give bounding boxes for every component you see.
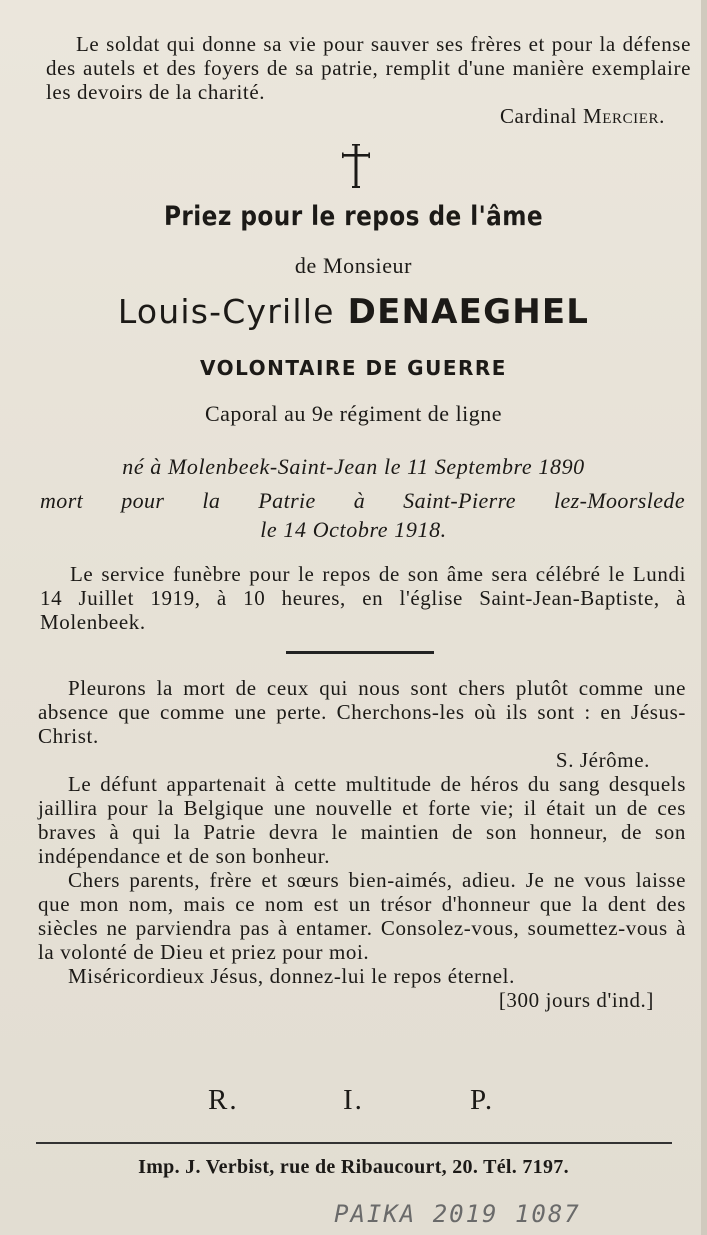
indulgence-note: [300 jours d'ind.] (498, 988, 654, 1012)
farewell-paragraph: Chers parents, frère et sœurs bien-aimés, adieu. Je ne vous laisse que mon nom, mais ce nom est un trésor d'honneur que la dent des siècles ne parviendra pas à entamer. Consolez-vous, soumettez-vous à la volonté de Dieu et priez pour moi. (38, 868, 686, 964)
death-line: mort pour la Patrie à Saint-Pierre lez-Moorslede (40, 488, 685, 513)
prayer-heading: Priez pour le repos de l'âme (163, 201, 544, 232)
rip-letter-r: R. (208, 1084, 239, 1116)
divider (286, 651, 434, 654)
prayer-of: de Monsieur (294, 253, 413, 278)
service-text: Le service funèbre pour le repos de son âme sera célébré le Lundi 14 Juillet 1919, à 10 heures, en l'église Saint-Jean-Baptiste, à Molenbeek. (40, 562, 686, 634)
footer-divider (36, 1142, 672, 1144)
deceased-last-name: DENAEGHEL (347, 292, 590, 332)
volunteer-title: VOLONTAIRE DE GUERRE (200, 356, 507, 380)
birth-line: né à Molenbeek-Saint-Jean le 11 Septembre 1890 (122, 454, 585, 479)
hero-paragraph: Le défunt appartenait à cette multitude de héros du sang desquels jaillira pour la Belgique une nouvelle et forte vie; il était un de ces braves à qui la Patrie devra le maintien de son honneur, de son indépendance et de son bonheur. (38, 772, 686, 868)
jerome-signature: S. Jérôme. (555, 748, 650, 772)
funeral-service (40, 562, 686, 634)
quote-author (46, 104, 691, 128)
rip-letters (0, 1084, 707, 1116)
memorial-text (38, 676, 686, 1012)
card-edge (701, 0, 707, 1235)
deceased-name (0, 292, 707, 332)
archive-number: PAIKA 2019 1087 (334, 1200, 581, 1228)
cross-icon (339, 142, 373, 190)
death-date: le 14 Octobre 1918. (260, 517, 447, 542)
jerome-quote: Pleurons la mort de ceux qui nous sont chers plutôt comme une absence que comme une perte. Cherchons-les où ils sont : en Jésus-Christ. (38, 676, 686, 748)
final-prayer: Miséricordieux Jésus, donnez-lui le repos éternel. (68, 964, 515, 988)
rip-letter-i: I. (343, 1084, 364, 1116)
deceased-first-name: Louis-Cyrille (117, 292, 335, 331)
quote-author-name: Mercier. (582, 104, 665, 128)
mercier-quote (46, 32, 691, 128)
quote-author-prefix: Cardinal (499, 104, 578, 128)
rip-letter-p: P. (470, 1084, 495, 1116)
printer-imprint: Imp. J. Verbist, rue de Ribaucourt, 20. Tél. 7197. (138, 1156, 569, 1178)
military-rank: Caporal au 9e régiment de ligne (204, 401, 503, 426)
quote-text: Le soldat qui donne sa vie pour sauver ses frères et pour la défense des autels et des foyers de sa patrie, remplit d'une manière exemplaire les devoirs de la charité. (46, 32, 691, 104)
